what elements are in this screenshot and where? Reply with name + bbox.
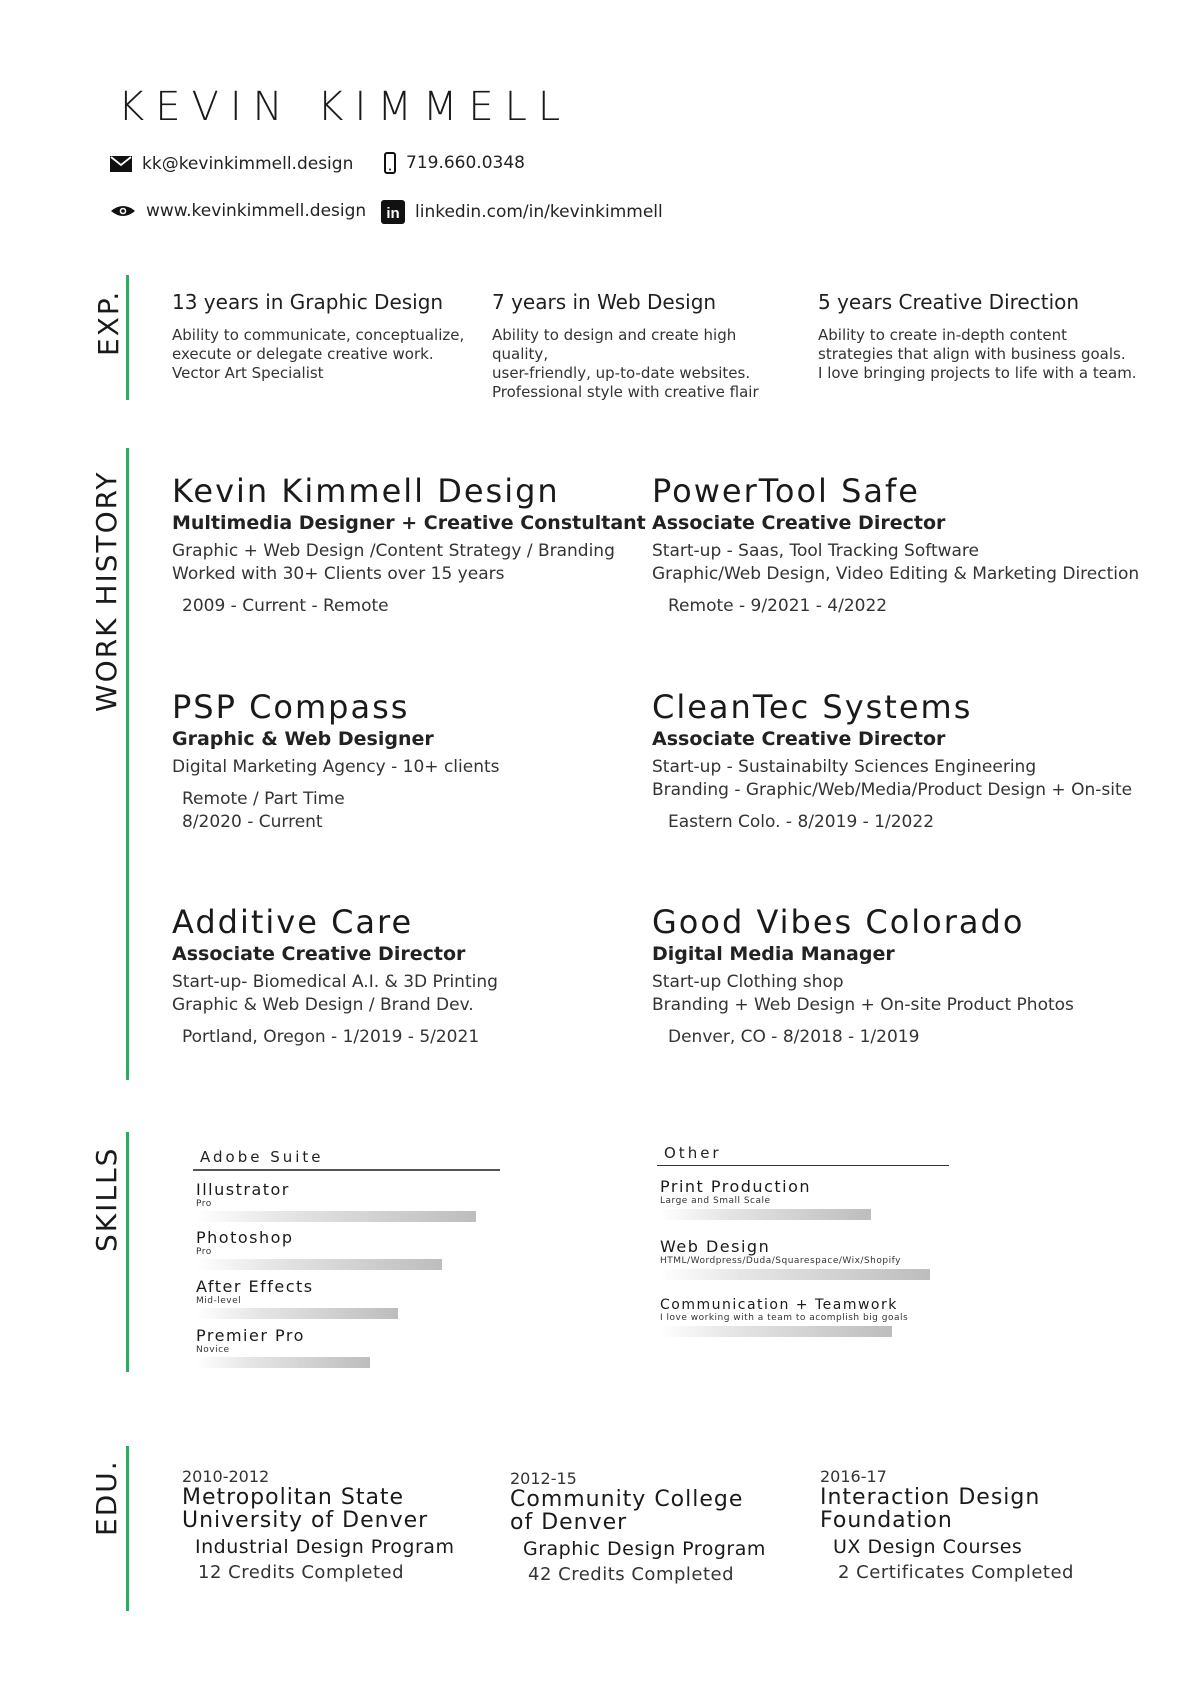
exp-line: I love bringing projects to life with a team. [818,364,1137,382]
job-company: PowerTool Safe [652,472,920,510]
edu-school: of Denver [510,1510,628,1535]
job-entry [172,472,646,618]
skill-item [196,1228,442,1270]
skill-bar [196,1259,442,1270]
edu-credits: 12 Credits Completed [198,1562,405,1583]
skill-group-heading: Other [664,1144,722,1162]
adobe-suite-rule [193,1169,500,1171]
edu-program: Industrial Design Program [195,1536,455,1558]
other-rule [657,1165,949,1166]
job-detail: Start-up- Biomedical A.I. & 3D Printing [172,972,498,992]
edu-credits: 42 Credits Completed [528,1564,735,1585]
job-company: Kevin Kimmell Design [172,472,560,510]
exp-line: user-friendly, up-to-date websites. [492,364,751,382]
adobe-suite-heading [200,1147,324,1166]
job-entry [172,688,500,834]
job-role: Associate Creative Director [652,512,946,534]
edu-school: Community College [510,1487,744,1512]
skill-item [196,1180,476,1222]
job-company: PSP Compass [172,688,410,726]
skill-level: Pro [196,1247,212,1257]
svg-text:in: in [386,205,400,222]
edu-credits: 2 Certificates Completed [838,1562,1074,1583]
skill-name: Print Production [660,1177,812,1196]
skill-name: After Effects [196,1277,314,1296]
edu-program: UX Design Courses [833,1536,1023,1558]
job-dates: Denver, CO - 8/2018 - 1/2019 [668,1027,920,1047]
job-entry [172,903,498,1049]
edu-section-rule [126,1446,129,1611]
job-detail: Start-up Clothing shop [652,972,844,992]
job-detail: Graphic + Web Design /Content Strategy / Branding [172,541,615,561]
skill-name: Communication + Teamwork [660,1297,898,1313]
job-company: Additive Care [172,903,414,941]
exp-title: 5 years Creative Direction [818,290,1080,314]
linkedin-icon [381,200,405,224]
exp-section-rule [126,275,129,400]
skill-item [660,1297,908,1337]
job-entry [652,688,1132,834]
skill-level: I love working with a team to acomplish big goals [660,1313,909,1323]
edu-entry [510,1469,766,1585]
skill-level: Novice [196,1345,230,1355]
job-entry [652,903,1074,1049]
skill-item [196,1326,370,1368]
skill-name: Premier Pro [196,1326,305,1345]
exp-item [492,290,792,402]
job-detail: Branding - Graphic/Web/Media/Product Design + On-site [652,780,1133,800]
envelope-icon [110,156,132,172]
job-dates: 8/2020 - Current [182,812,323,832]
exp-line: strategies that align with business goals. [818,345,1126,363]
skill-item [196,1277,398,1319]
exp-line: execute or delegate creative work. [172,345,434,363]
skill-bar [196,1357,370,1368]
job-detail: Worked with 30+ Clients over 15 years [172,564,505,584]
mobile-phone-icon [384,152,396,174]
edu-school: University of Denver [182,1508,429,1533]
phone-text[interactable]: 719.660.0348 [406,153,525,173]
skill-bar [196,1211,476,1222]
job-detail: Graphic & Web Design / Brand Dev. [172,995,474,1015]
skill-level: Large and Small Scale [660,1196,771,1206]
skill-group-heading: Adobe Suite [200,1148,324,1166]
job-entry [652,472,1139,618]
work-history-section-label: WORK HISTORY [90,470,123,712]
exp-item [172,290,472,383]
other-heading [664,1143,722,1162]
job-dates: 2009 - Current - Remote [182,596,389,616]
job-dates: Remote - 9/2021 - 4/2022 [668,596,888,616]
job-role: Associate Creative Director [652,728,946,750]
skill-bar [196,1308,398,1319]
resume-name: KEVIN KIMMELL [118,84,572,130]
website-text[interactable]: www.kevinkimmell.design [146,201,367,221]
exp-section-label: EXP. [92,289,125,356]
job-company: Good Vibes Colorado [652,903,1025,941]
job-role: Digital Media Manager [652,943,895,965]
skill-name: Web Design [660,1237,771,1256]
edu-program: Graphic Design Program [523,1538,766,1560]
skill-bar [660,1209,871,1220]
phone-contact[interactable] [384,152,525,174]
exp-line: Professional style with creative flair [492,383,759,401]
exp-description [492,326,792,402]
exp-description [172,326,472,383]
skills-section-label: SKILLS [90,1146,123,1252]
job-detail: Start-up - Saas, Tool Tracking Software [652,541,980,561]
email-contact[interactable] [110,154,353,174]
skill-level: Pro [196,1199,212,1209]
edu-years: 2016-17 [820,1467,887,1486]
exp-line: Ability to design and create high quality, [492,326,737,363]
linkedin-contact[interactable] [381,200,663,224]
skill-bar [660,1326,892,1337]
skill-name: Photoshop [196,1228,294,1247]
job-detail: Start-up - Sustainabilty Sciences Engineering [652,757,1037,777]
skill-name: Illustrator [196,1180,290,1199]
exp-title: 7 years in Web Design [492,290,717,314]
exp-description [818,326,1158,383]
edu-school: Foundation [820,1508,953,1533]
skills-section-rule [126,1132,129,1372]
edu-school: Metropolitan State [182,1485,405,1510]
job-dates: Portland, Oregon - 1/2019 - 5/2021 [182,1027,480,1047]
work-history-section-rule [126,448,129,1080]
job-detail: Branding + Web Design + On-site Product Photos [652,995,1074,1015]
website-contact[interactable] [110,201,366,221]
exp-line: Vector Art Specialist [172,364,324,382]
job-role: Graphic & Web Designer [172,728,434,750]
job-role: Multimedia Designer + Creative Constultant [172,512,646,534]
skill-bar [660,1269,930,1280]
skill-level: HTML/Wordpress/Duda/Squarespace/Wix/Shopify [660,1256,901,1266]
skill-level: Mid-level [196,1296,242,1306]
edu-years: 2010-2012 [182,1467,270,1486]
job-role: Associate Creative Director [172,943,466,965]
exp-title: 13 years in Graphic Design [172,290,444,314]
eye-icon [110,204,136,218]
edu-section-label: EDU. [90,1459,123,1536]
job-dates: Remote / Part Time [182,789,345,809]
edu-years: 2012-15 [510,1469,577,1488]
job-dates: Eastern Colo. - 8/2019 - 1/2022 [668,812,935,832]
skill-item [660,1237,930,1280]
job-detail: Graphic/Web Design, Video Editing & Marketing Direction [652,564,1140,584]
linkedin-text[interactable]: linkedin.com/in/kevinkimmell [415,202,663,222]
email-text[interactable]: kk@kevinkimmell.design [142,154,354,174]
edu-entry [182,1467,454,1583]
edu-school: Interaction Design [820,1485,1041,1510]
exp-line: Ability to communicate, conceptualize, [172,326,465,344]
exp-line: Ability to create in-depth content [818,326,1067,344]
skill-item [660,1177,871,1220]
exp-item [818,290,1158,383]
job-detail: Digital Marketing Agency - 10+ clients [172,757,500,777]
job-company: CleanTec Systems [652,688,973,726]
edu-entry [820,1467,1074,1583]
